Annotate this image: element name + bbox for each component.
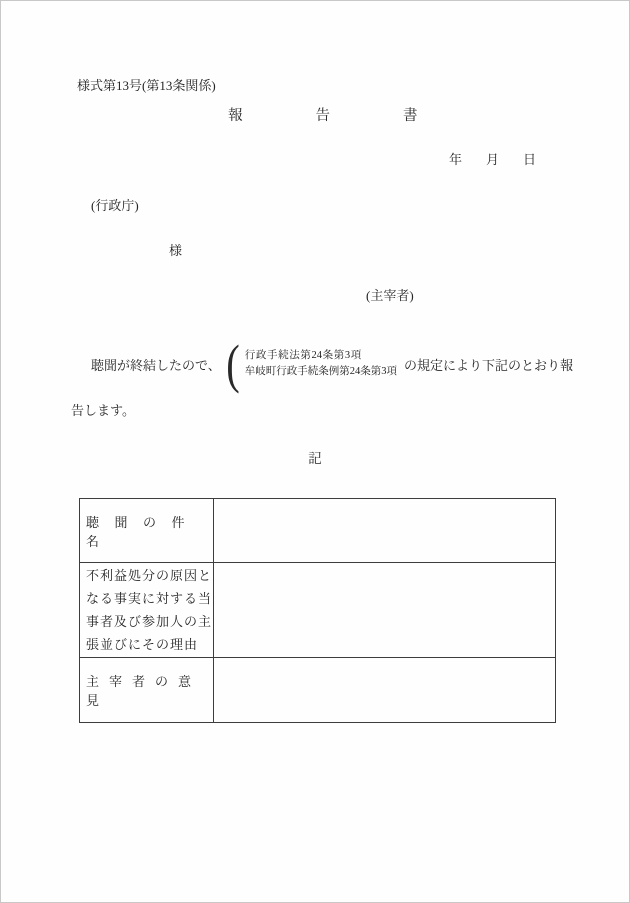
date-line [449,152,536,168]
hearing-subject-value-cell [214,499,556,563]
body-intro: 聴聞が終結したので、 [91,357,221,373]
body-continuation: 告します。 [71,403,135,418]
table-row-parties-claims [80,563,556,658]
addressee-honorific: 様 [169,243,183,258]
presider-opinion-label: 主宰者の意見 [80,658,214,723]
body-after-bracket: の規定により下記のとおり報 [403,357,573,373]
parties-claims-label: 不利益処分の原因となる事実に対する当事者及び参加人の主張並びにその理由 [80,563,214,658]
table-row-hearing-subject [80,499,556,563]
presider-opinion-value-cell [214,658,556,723]
document-title: 報告書 [228,108,491,124]
hearing-subject-label: 聴聞の件名 [80,499,214,563]
record-marker: 記 [308,451,322,466]
bracket-law-line: 行 政 手 続 法 第 24 条 第 3 項 [244,350,362,361]
presider-label: (主宰者) [366,288,414,303]
form-number: 様式第13号(第13条関係) [77,78,216,93]
date-year-label: 年 [449,152,463,167]
body-paragraph [91,334,573,394]
parties-claims-value-cell [214,563,556,658]
bracket-open: ( [225,334,240,394]
report-table [79,498,556,723]
bracket-options [243,350,399,378]
date-month-label: 月 [486,152,500,167]
table-row-presider-opinion [80,658,556,723]
bracket-ordinance-line: 牟岐町行政手続条例第24条第3項 [244,366,397,377]
date-day-label: 日 [523,152,537,167]
addressee-agency: (行政庁) [91,198,139,213]
